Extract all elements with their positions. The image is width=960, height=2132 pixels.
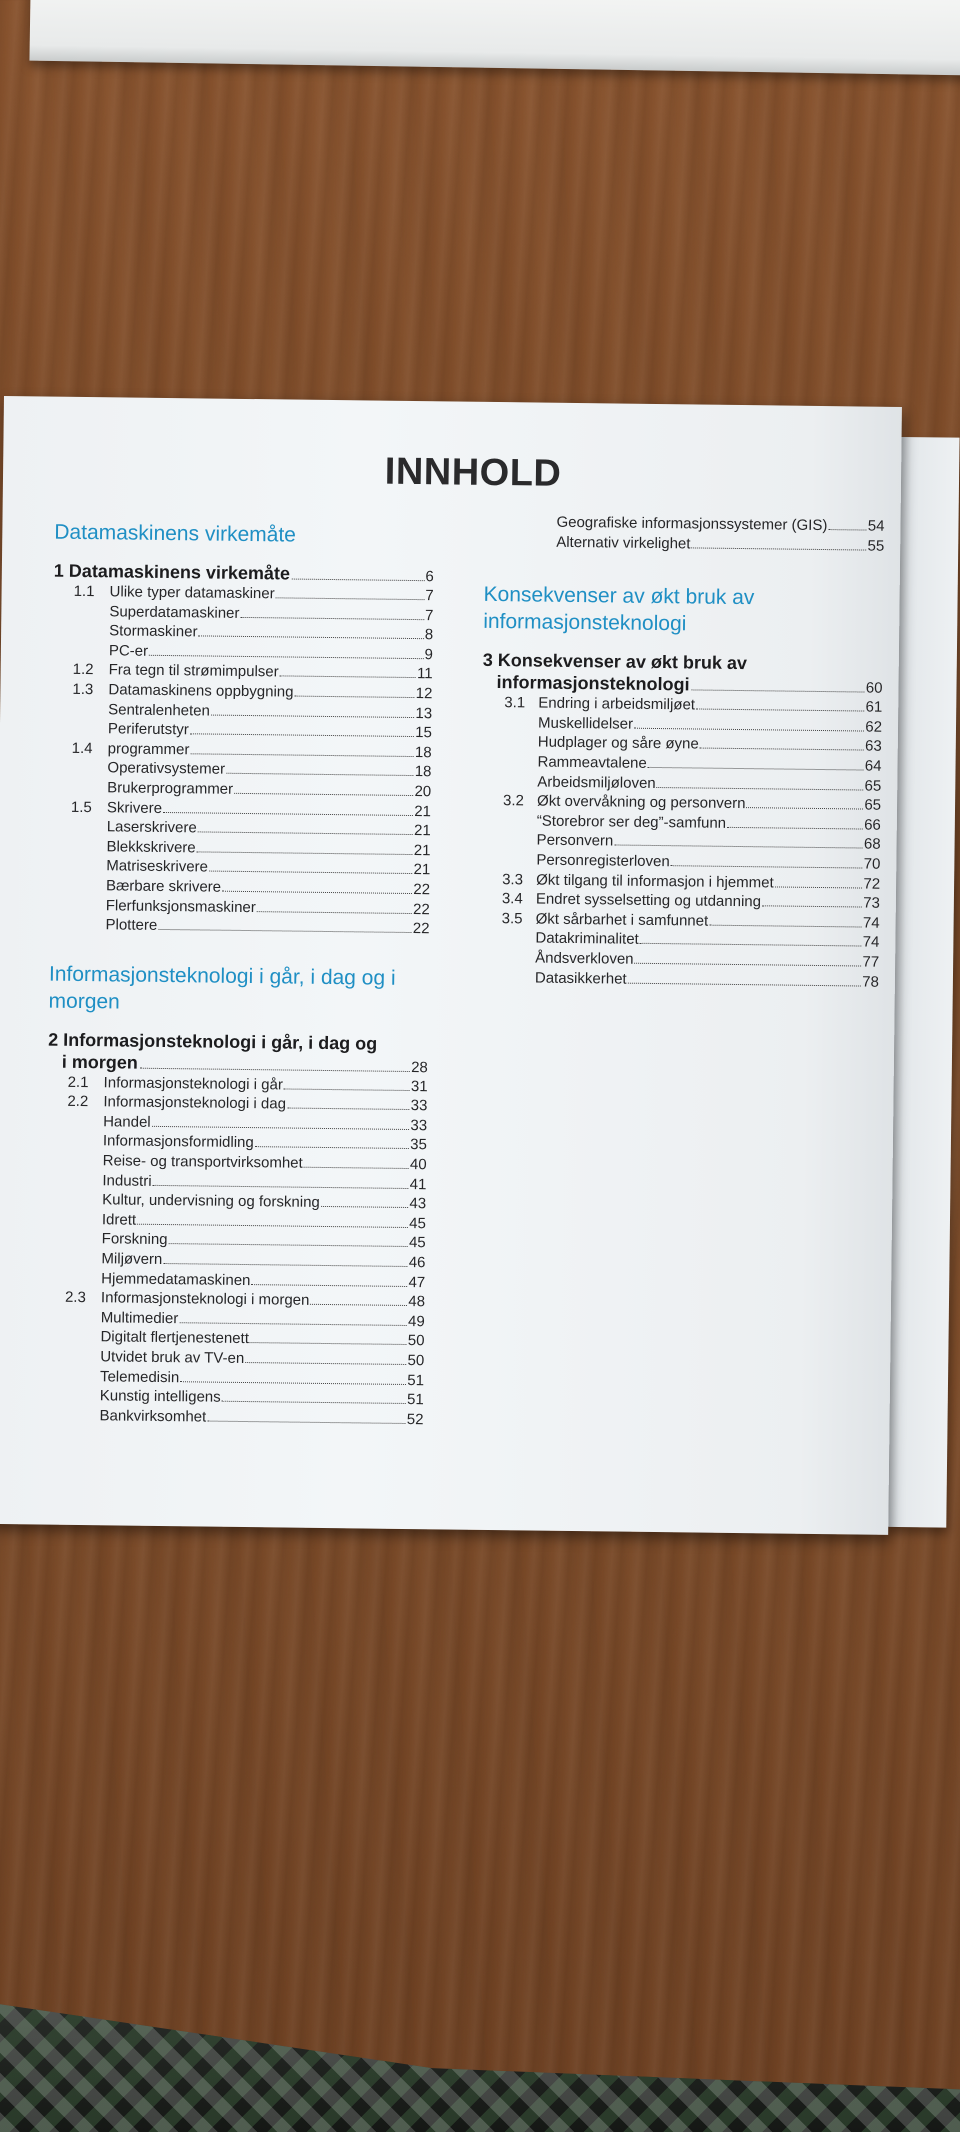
toc-entry-label: Miljøvern	[101, 1250, 163, 1269]
toc-entry-label: Operativsystemer	[107, 759, 226, 779]
toc-entry-label: Informasjonsformidling	[102, 1132, 254, 1152]
toc-entry-number	[51, 831, 107, 832]
toc-entry-page: 9	[424, 645, 433, 664]
leader-dots	[691, 690, 864, 693]
leader-dots	[634, 728, 864, 732]
leader-dots	[746, 807, 863, 809]
leader-dots	[691, 547, 866, 550]
toc-entry-number	[46, 1223, 102, 1224]
toc-entry-page: 50	[407, 1332, 425, 1350]
toc-entry-number	[481, 825, 537, 826]
toc-entry-number	[45, 1263, 101, 1264]
toc-entry-page: 52	[406, 1410, 424, 1428]
chapter-3-title-line2: informasjonsteknologi	[496, 672, 690, 695]
toc-entry-number	[50, 870, 106, 871]
toc-entry-number: 3.4	[501, 890, 523, 908]
toc-entry-number	[52, 713, 108, 714]
toc-entry-number: 1.5	[70, 798, 92, 816]
chapter-3-entries	[479, 693, 883, 992]
leader-dots	[257, 911, 412, 914]
leader-dots	[137, 1224, 408, 1228]
toc-entry-page: 61	[865, 698, 883, 716]
toc-entry-label: Kultur, undervisning og forskning	[102, 1191, 320, 1212]
leader-dots	[762, 905, 862, 907]
background-book-edge	[29, 0, 960, 75]
toc-entry	[556, 532, 884, 556]
toc-entry-label: Datamaskinens oppbygning	[108, 681, 294, 701]
toc-entry-page: 11	[416, 665, 433, 683]
leader-dots	[828, 529, 866, 530]
toc-entry-number	[51, 772, 107, 773]
leader-dots	[696, 709, 865, 712]
toc-entry-number: 3.2	[502, 792, 525, 810]
toc-entry-number	[49, 929, 105, 930]
toc-entry-label: programmer	[107, 740, 190, 759]
toc-entry-number: 3.3	[502, 870, 524, 888]
toc-entry-page: 8	[424, 626, 434, 644]
toc-entry-label: Handel	[103, 1113, 151, 1131]
chapter-2-page: 28	[411, 1058, 428, 1076]
toc-entry-number	[53, 654, 109, 655]
toc-entry-number	[481, 844, 537, 845]
toc-entry-label: Arbeidsmiljøloven	[537, 773, 656, 792]
toc-entry-page: 72	[863, 875, 881, 893]
toc-entry-label: Stormaskiner	[109, 622, 198, 641]
toc-entry-label: Bærbare skrivere	[105, 877, 222, 896]
toc-entry-number	[482, 746, 538, 747]
continued-entries	[484, 512, 884, 556]
toc-entry	[479, 967, 879, 991]
toc-entry-number	[53, 635, 109, 636]
toc-entry-number	[52, 733, 108, 734]
toc-entry-label: Hudplager og såre øyne	[537, 733, 699, 753]
toc-entry-label: Informasjonsteknologi i morgen	[100, 1289, 310, 1310]
leader-dots	[234, 793, 413, 796]
leader-dots	[635, 963, 862, 967]
toc-entry-label: Superdatamaskiner	[109, 602, 240, 622]
toc-entry-number	[479, 962, 535, 963]
toc-entry-label: Datasikkerhet	[534, 969, 627, 988]
leader-dots	[245, 1362, 406, 1365]
leader-dots	[310, 1304, 407, 1306]
toc-entry-label: Matriseskrivere	[106, 857, 209, 876]
leader-dots	[304, 1167, 409, 1169]
toc-entry-page: 33	[410, 1097, 428, 1115]
toc-entry-number	[481, 785, 537, 786]
toc-entry-label: Informasjonsteknologi i dag	[103, 1093, 287, 1113]
leader-dots	[276, 597, 425, 600]
toc-entry-label: Åndsverkloven	[535, 949, 634, 968]
toc-entry-number: 3.5	[501, 909, 523, 928]
toc-entry-number	[44, 1419, 100, 1420]
leader-dots	[657, 787, 864, 791]
toc-entry-number	[50, 850, 106, 851]
leader-dots	[294, 696, 414, 698]
toc-entry-label: Utvidet bruk av TV-en	[100, 1348, 245, 1368]
toc-entry-label: Kunstig intelligens	[99, 1387, 221, 1406]
toc-entry-page: 73	[863, 894, 880, 912]
toc-entry-number	[479, 981, 535, 982]
toc-entry-label: Alternativ virkelighet	[556, 533, 691, 552]
leader-dots	[727, 827, 863, 830]
toc-entry-number: 1.1	[73, 582, 95, 601]
toc-entry-number	[46, 1204, 102, 1205]
toc-entry-label: Industri	[102, 1171, 152, 1190]
leader-dots	[169, 1244, 408, 1248]
toc-entry-label: Plottere	[105, 916, 158, 935]
booklet	[0, 396, 960, 1548]
toc-entry-page: 21	[413, 822, 431, 840]
toc-entry-page: 18	[414, 743, 432, 762]
toc-entry-page: 22	[412, 900, 430, 918]
toc-entry-page: 78	[862, 973, 880, 991]
leader-dots	[197, 851, 413, 855]
toc-entry-number	[53, 615, 109, 616]
leader-dots	[152, 1126, 410, 1130]
toc-entry-page: 7	[425, 587, 434, 605]
toc-entry-page: 13	[415, 704, 433, 722]
toc-entry-label: Telemedisin	[99, 1367, 180, 1386]
toc-entry-number: 3.1	[504, 694, 526, 712]
toc-entry-label: Personregisterloven	[536, 851, 670, 871]
toc-entry	[43, 1405, 423, 1429]
toc-entry-label: Fra tegn til strømimpulser	[108, 661, 279, 681]
toc-entry-page: 48	[408, 1293, 426, 1311]
toc-entry-number: 2.2	[67, 1093, 89, 1111]
toc-entry-label: Bankvirksomhet	[99, 1407, 207, 1426]
toc-entry-label: Idrett	[101, 1211, 137, 1229]
leader-dots	[648, 767, 864, 771]
leader-dots	[628, 982, 862, 986]
toc-entry-page: 12	[415, 685, 433, 703]
toc-entry-number	[50, 909, 106, 910]
toc-entry-page: 45	[408, 1234, 426, 1252]
toc-entry-page: 40	[409, 1156, 427, 1174]
toc-entry-number	[46, 1243, 102, 1244]
toc-entry-label: Økt overvåkning og personvern	[536, 792, 746, 813]
leader-dots	[149, 655, 423, 659]
toc-entry-number: 2.3	[64, 1289, 86, 1307]
section-heading-2: Informasjonsteknologi i går, i dag og i morgen	[48, 962, 396, 1014]
toc-entry-number	[480, 864, 536, 865]
toc-entry-label: Brukerprogrammer	[107, 779, 234, 798]
toc-entry-number	[482, 727, 538, 728]
toc-entry-page: 21	[413, 841, 431, 859]
toc-entry-number: 1.2	[72, 661, 94, 679]
toc-entry-page: 77	[862, 953, 880, 971]
leader-dots	[614, 845, 863, 849]
leader-dots	[709, 924, 862, 927]
leader-dots	[700, 748, 864, 751]
toc-entry-label: Muskellidelser	[537, 714, 634, 733]
leader-dots	[775, 886, 863, 888]
toc-entry-page: 31	[410, 1077, 428, 1095]
leader-dots	[292, 579, 425, 582]
toc-entry-number	[46, 1184, 102, 1185]
background-cloth	[0, 1990, 960, 2132]
leader-dots	[198, 636, 423, 640]
toc-entry-label: Økt tilgang til informasjon i hjemmet	[536, 871, 774, 891]
toc-entry-page: 51	[407, 1371, 425, 1389]
chapter-1-title: 1 Datamaskinens virkemåte	[53, 560, 291, 584]
leader-dots	[287, 1108, 410, 1110]
toc-entry-label: Forskning	[101, 1230, 168, 1249]
toc-entry-page: 51	[406, 1391, 424, 1409]
leader-dots	[251, 1284, 407, 1287]
chapter-2-entries	[43, 1072, 427, 1429]
section-heading-3: Konsekvenser av økt bruk av informasjonsteknologi	[483, 583, 755, 636]
toc-entry-page: 74	[862, 933, 880, 952]
leader-dots	[190, 733, 414, 737]
toc-entry-page: 41	[409, 1175, 427, 1193]
toc-entry-number	[44, 1380, 100, 1381]
leader-dots	[209, 871, 413, 874]
toc-entry-label: Personvern	[536, 831, 614, 850]
toc-entry-number: 2.1	[67, 1073, 89, 1091]
toc-entry-page: 18	[414, 763, 432, 781]
left-column	[43, 519, 434, 1430]
toc-entry-label: Hjemmedatamaskinen	[101, 1269, 251, 1289]
toc-entry-label: PC-er	[108, 642, 149, 660]
leader-dots	[250, 1342, 407, 1345]
leader-dots	[321, 1206, 409, 1208]
toc-entry-label: Skrivere	[106, 798, 163, 817]
toc-entry-page: 21	[413, 861, 431, 879]
toc-entry-page: 21	[414, 802, 432, 820]
toc-entry-number: 1.3	[72, 680, 94, 699]
leader-dots	[158, 929, 412, 933]
toc-entry-number	[479, 942, 535, 943]
leader-dots	[198, 832, 413, 836]
toc-entry-label: Ulike typer datamaskiner	[109, 583, 275, 603]
toc-entry-page: 22	[413, 880, 431, 899]
leader-dots	[284, 1088, 410, 1091]
toc-entry-label: Rammeavtalene	[537, 753, 647, 772]
chapter-2-title-line2: i morgen	[61, 1051, 139, 1073]
toc-entry-page: 43	[409, 1195, 427, 1213]
section-heading-1: Datamaskinens virkemåte	[54, 520, 297, 547]
chapter-3-page: 60	[865, 679, 883, 697]
toc-entry-page: 70	[863, 855, 881, 873]
toc-entry-page: 68	[863, 835, 881, 854]
toc-entry-page: 22	[412, 920, 430, 938]
toc-entry-number	[50, 890, 106, 891]
leader-dots	[280, 676, 416, 679]
toc-entry-number	[44, 1361, 100, 1362]
toc-entry-number	[482, 766, 538, 767]
leader-dots	[255, 1147, 409, 1150]
toc-entry-label: Endring i arbeidsmiljøet	[538, 694, 696, 714]
leader-dots	[163, 812, 413, 816]
toc-entry-label: Periferutstyr	[107, 720, 189, 739]
toc-entry-page: 49	[407, 1312, 425, 1331]
leader-dots	[163, 1263, 407, 1267]
toc-entry-label: Multimedier	[100, 1309, 179, 1328]
contents-page	[0, 396, 902, 1535]
toc-entry-page: 65	[864, 796, 882, 814]
leader-dots	[179, 1322, 407, 1326]
toc-entry-number	[47, 1165, 103, 1166]
toc-entry-number: 1.4	[71, 739, 93, 757]
toc-entry-label: Laserskrivere	[106, 818, 197, 837]
leader-dots	[226, 773, 414, 776]
leader-dots	[222, 891, 412, 894]
leader-dots	[190, 753, 414, 757]
toc-entry-label: Datakriminalitet	[535, 929, 639, 949]
toc-entry-page: 35	[410, 1136, 427, 1154]
toc-entry-number	[47, 1125, 103, 1126]
toc-entry-page: 65	[864, 777, 882, 795]
toc-entry-number	[44, 1341, 100, 1342]
chapter-1-entries	[49, 582, 433, 939]
toc-entry-page: 20	[414, 782, 432, 801]
leader-dots	[671, 865, 863, 868]
toc-entry-page: 50	[407, 1352, 425, 1370]
leader-dots	[140, 1067, 410, 1071]
toc-entry-number	[47, 1145, 103, 1146]
leader-dots	[222, 1401, 406, 1404]
toc-entry-page: 54	[867, 517, 885, 535]
leader-dots	[240, 616, 424, 619]
toc-entry-page: 15	[415, 724, 433, 742]
toc-entry-page: 74	[862, 914, 880, 932]
chapter-1-page: 6	[425, 568, 434, 586]
toc-entry-label: Endret sysselsetting og utdanning	[535, 890, 762, 911]
toc-entry-label: Flerfunksjonsmaskiner	[105, 896, 256, 916]
toc-entry-label: Økt sårbarhet i samfunnet	[535, 910, 709, 930]
toc-entry-page: 63	[864, 737, 882, 756]
toc-entry-page: 47	[408, 1273, 426, 1291]
leader-dots	[211, 714, 415, 717]
toc-entry-label: Blekkskrivere	[106, 838, 196, 857]
chapter-2-title-line1: 2 Informasjonsteknologi i går, i dag og	[48, 1029, 378, 1054]
toc-entry-label: Geografiske informasjonssystemer (GIS)	[556, 513, 828, 535]
toc-entry-page: 45	[409, 1214, 427, 1233]
toc-entry-label: Reise- og transportvirksomhet	[102, 1152, 303, 1172]
toc-entry-page: 66	[864, 816, 881, 834]
toc-entry-number	[45, 1282, 101, 1283]
right-column	[479, 512, 885, 992]
toc-entry-label: “Storebror ser deg”-samfunn	[536, 812, 727, 832]
toc-entry-page: 64	[864, 757, 882, 775]
toc-entry-page: 46	[408, 1254, 426, 1272]
toc-entry-label: Sentralenheten	[108, 700, 211, 720]
toc-entry-page: 55	[867, 537, 885, 555]
page-title: INNHOLD	[384, 450, 562, 495]
toc-entry-page: 7	[424, 606, 434, 624]
toc-entry-number	[44, 1400, 100, 1401]
toc-entry-label: Digitalt flertjenestenett	[100, 1328, 250, 1348]
toc-entry-page: 62	[865, 718, 883, 736]
leader-dots	[640, 943, 862, 947]
toc-entry-number	[45, 1321, 101, 1322]
leader-dots	[207, 1420, 406, 1423]
toc-entry-number	[51, 792, 107, 793]
leader-dots	[180, 1381, 406, 1385]
toc-entry-label: Informasjonsteknologi i går	[103, 1073, 283, 1094]
chapter-3-title-line1: 3 Konsekvenser av økt bruk av	[482, 650, 748, 674]
leader-dots	[153, 1185, 409, 1189]
toc-entry-page: 33	[410, 1116, 428, 1135]
